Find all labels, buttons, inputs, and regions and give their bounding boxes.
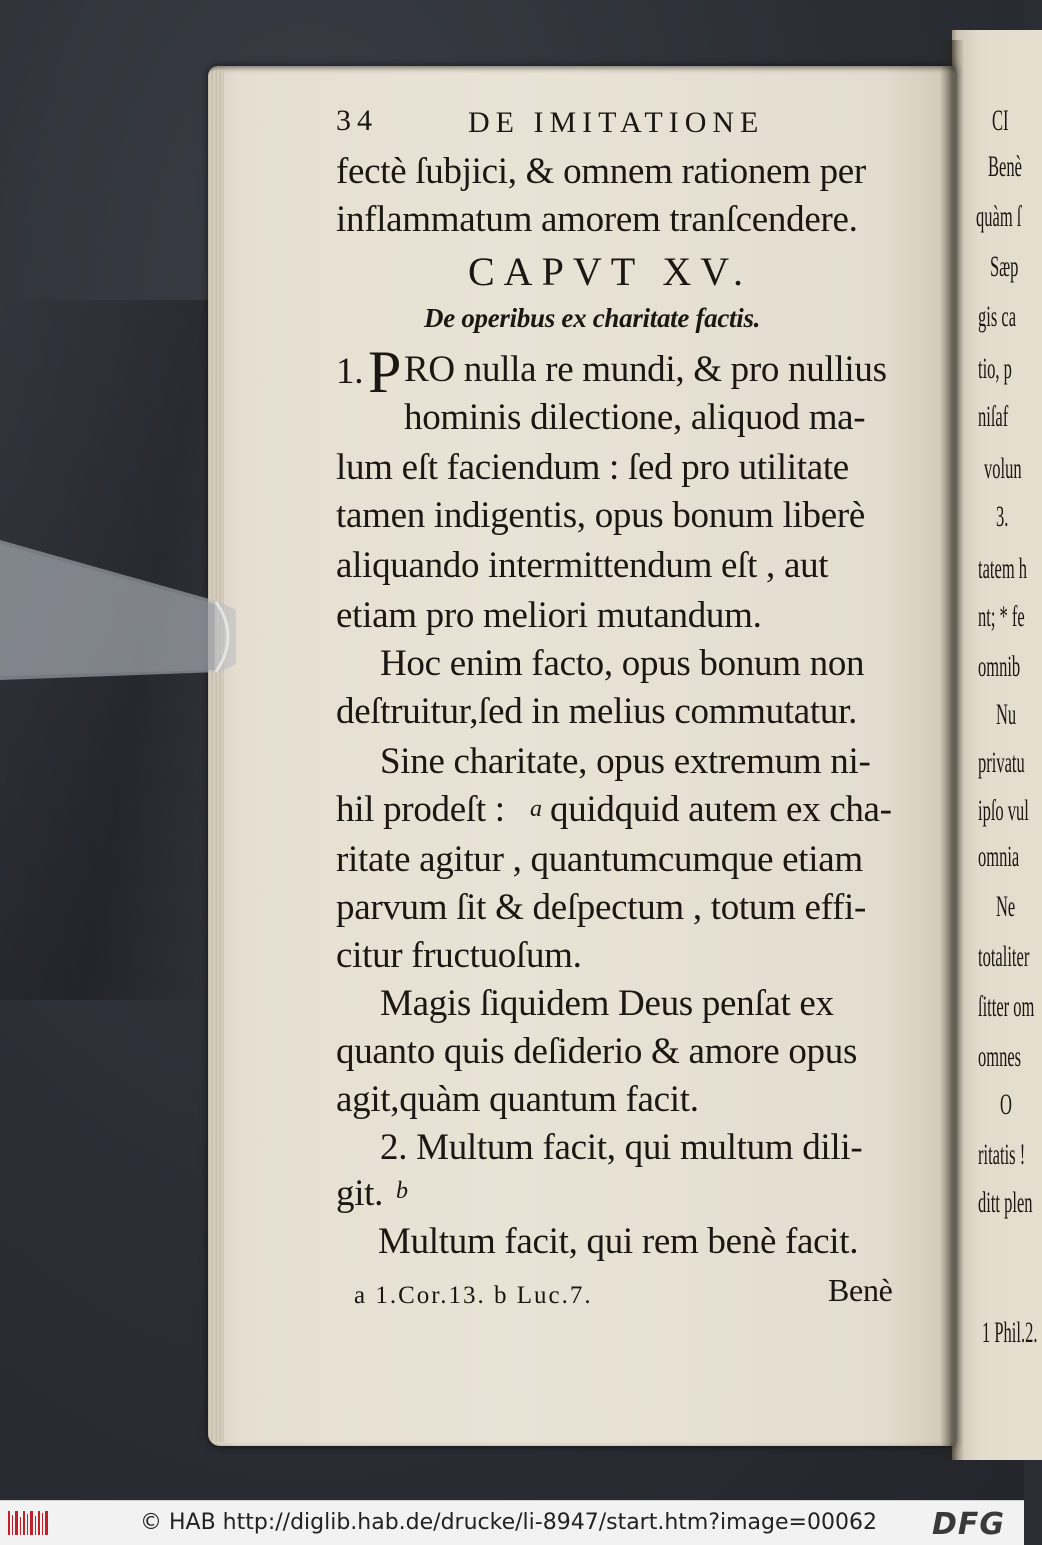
facing-text: Nu	[996, 698, 1017, 731]
facing-text: quàm ſ	[976, 200, 1022, 233]
book-gutter	[940, 40, 964, 1460]
page-edge	[208, 70, 224, 1442]
catchword: Benè	[828, 1272, 893, 1308]
facing-text: ritatis !	[978, 1138, 1026, 1171]
facing-page	[952, 30, 1042, 1460]
facing-text: tatem h	[978, 552, 1028, 585]
facing-text: omnia	[978, 840, 1020, 873]
chapter-title: CAPVT XV.	[468, 249, 753, 294]
facing-text: Ne	[996, 890, 1016, 923]
text-line: tamen indigentis, opus bonum liberè	[336, 495, 865, 536]
text-line: quidquid autem ex cha-	[550, 789, 892, 830]
text-line: inflammatum amorem tranſcendere.	[336, 199, 858, 240]
facing-text: 1 Phil.2.	[982, 1316, 1038, 1349]
text-line: Multum facit, qui rem benè facit.	[378, 1221, 859, 1262]
chapter-subtitle: De operibus ex charitate factis.	[424, 303, 761, 333]
text-line: deſtruitur,ſed in melius commutatur.	[336, 691, 858, 732]
facing-text: privatu	[978, 746, 1025, 779]
facing-text: Benè	[988, 150, 1022, 183]
text-line: Sine charitate, opus extremum ni-	[380, 741, 871, 782]
text-line: Hoc enim facto, opus bonum non	[380, 643, 865, 684]
facing-text: tio, p	[978, 352, 1012, 385]
text-line: Magis ſiquidem Deus penſat ex	[380, 983, 834, 1024]
paragraph-number: 1.	[336, 351, 364, 392]
text-line: ritate agitur , quantumcumque etiam	[336, 839, 863, 880]
facing-text: gis ca	[978, 300, 1017, 333]
facing-text: totaliter	[978, 940, 1030, 973]
text-line: lum eſt faciendum : ſed pro utilitate	[336, 447, 849, 488]
text-line: fectè ſubjici, & omnem rationem per	[336, 151, 866, 192]
note-marker: b	[396, 1178, 408, 1204]
facing-text: niſaf	[978, 400, 1009, 433]
text-line: aliquando intermittendum eſt , aut	[336, 545, 829, 586]
text-line: etiam pro meliori mutandum.	[336, 595, 762, 636]
text-line: 2. Multum facit, qui multum dili-	[380, 1127, 863, 1168]
text-line: RO nulla re mundi, & pro nullius	[404, 349, 887, 390]
text-line: agit,quàm quantum facit.	[336, 1079, 699, 1120]
facing-text: ditt plen	[978, 1186, 1033, 1219]
text-line: quanto quis deſiderio & amore opus	[336, 1031, 858, 1072]
facing-text: omnib	[978, 650, 1021, 683]
facing-text: CI	[992, 104, 1009, 137]
text-line: hominis dilectione, aliquod ma-	[404, 397, 866, 438]
page-number: 34	[336, 104, 378, 137]
source-link[interactable]: © HAB http://diglib.hab.de/drucke/li-8947/start.htm?image=00062	[140, 1510, 877, 1535]
text-line: hil prodeſt :	[336, 789, 505, 830]
text-line: git.	[336, 1173, 384, 1214]
viewer-footer	[0, 1500, 1024, 1545]
facing-text: omnes	[978, 1040, 1022, 1073]
facing-text: 3.	[996, 500, 1009, 533]
dfg-logo: DFG	[932, 1507, 1006, 1542]
drop-cap: P	[368, 339, 402, 405]
facing-text: volun	[984, 452, 1022, 485]
glass-clamp	[0, 540, 240, 690]
note-marker: a	[530, 796, 542, 822]
text-line: citur fructuoſum.	[336, 935, 582, 976]
facing-text: ipſo vul	[978, 794, 1029, 827]
footnote: a 1.Cor.13. b Luc.7.	[354, 1282, 593, 1309]
facing-text: O	[1000, 1088, 1012, 1121]
barcode-icon	[8, 1511, 48, 1535]
facing-text: nt; * fe	[978, 600, 1025, 633]
facing-text: Sæp	[990, 250, 1019, 283]
text-line: parvum ſit & deſpectum , totum effi-	[336, 887, 867, 928]
facing-text: ſitter om	[978, 990, 1035, 1023]
running-head: DE IMITATIONE	[468, 106, 765, 139]
